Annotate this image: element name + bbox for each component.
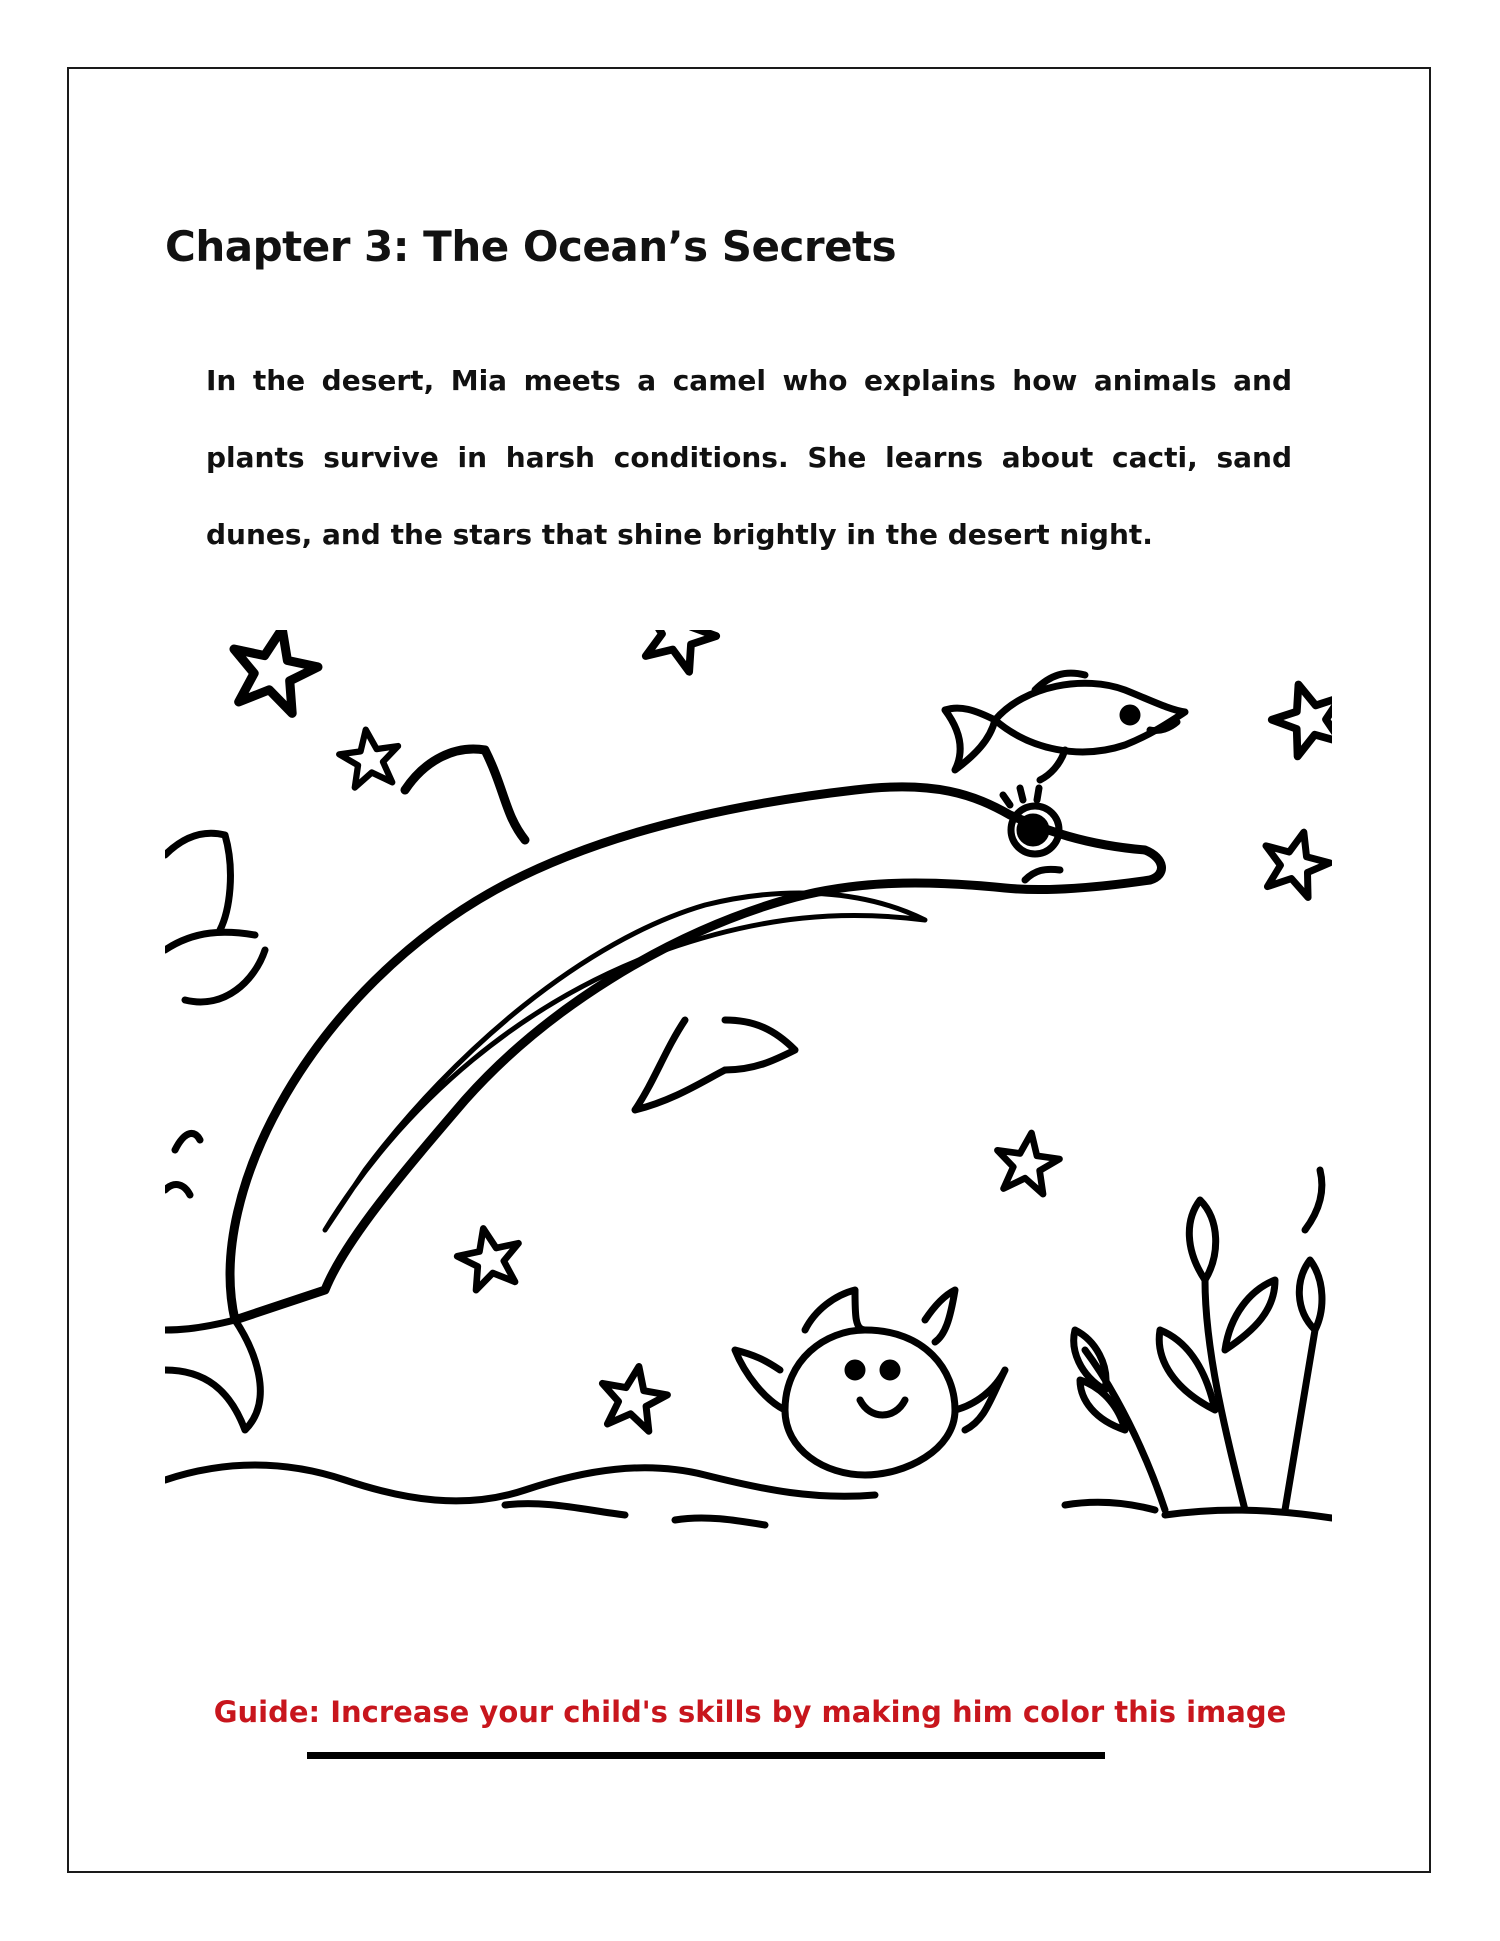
star-icon	[223, 630, 324, 717]
star-icon	[992, 1129, 1062, 1196]
star-icon	[596, 1361, 672, 1434]
sea-creature-icon	[735, 1290, 1005, 1475]
star-icon	[1264, 673, 1332, 760]
star-icon	[633, 630, 725, 676]
guide-underline	[307, 1752, 1105, 1759]
partial-creature-icon	[165, 833, 265, 1195]
story-paragraph: In the desert, Mia meets a camel who explains how animals and plants survive in harsh conditions. She learns about cacti, sand dunes, and the stars that shine brightly in the desert night.	[206, 364, 1292, 551]
star-icon	[453, 1222, 527, 1293]
star-icon	[336, 726, 403, 790]
seaweed-icon	[1074, 1170, 1322, 1510]
fish-icon	[945, 673, 1185, 780]
chapter-title: Chapter 3: The Ocean’s Secrets	[165, 222, 897, 271]
star-icon	[1256, 824, 1332, 901]
guide-text: Guide: Increase your child's skills by making him color this image	[213, 1695, 1287, 1729]
coloring-illustration	[165, 630, 1332, 1540]
dolphin-icon	[165, 749, 1161, 1430]
